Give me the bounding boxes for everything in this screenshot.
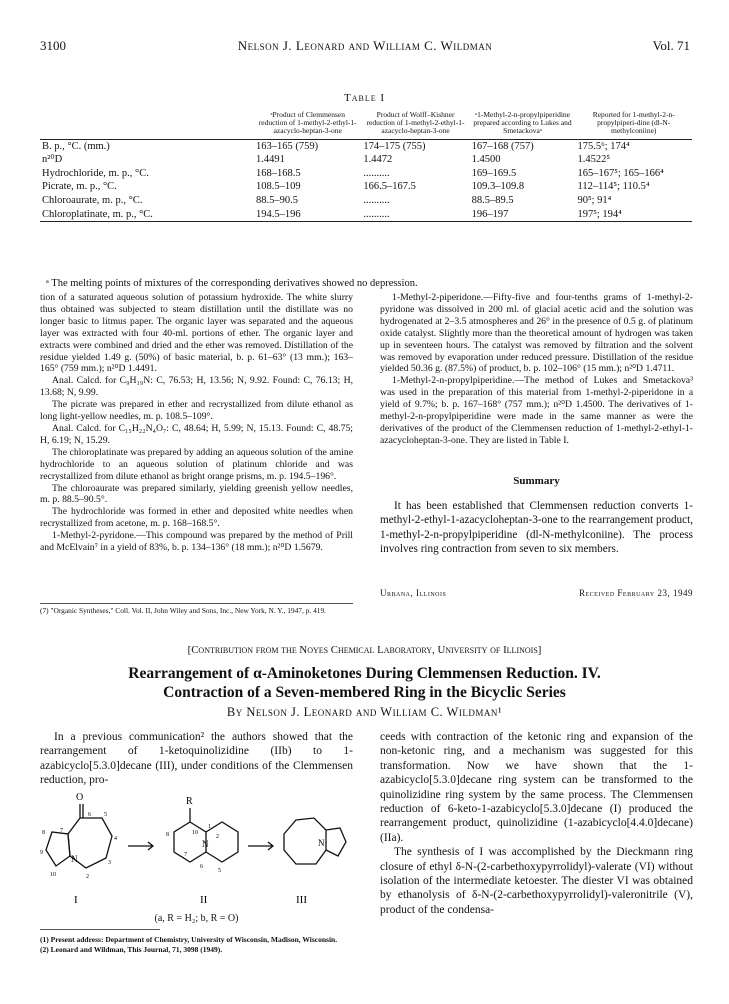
- carbonyl-oxygen-label: O: [76, 792, 84, 803]
- table-cell: 108.5–109: [256, 181, 301, 193]
- experimental-right-column: [380, 292, 693, 447]
- atom-number: 7: [184, 852, 187, 858]
- atom-number: 1: [208, 824, 211, 830]
- table-row: [40, 139, 692, 153]
- table-cell: Picrate, m. p., °C.: [42, 181, 117, 193]
- scheme-caption: (a, R = H₂; b, R = O): [154, 913, 239, 924]
- contribution-line: [Contribution from the Noyes Chemical Laboratory, University of Illinois]: [187, 644, 542, 656]
- table-cell: 166.5–167.5: [363, 181, 416, 193]
- table-header-row: [40, 111, 692, 139]
- article-right-column: [380, 730, 693, 917]
- article-left-column: [40, 730, 353, 788]
- paragraph: tion of a saturated aqueous solution of potassium hydroxide. The white slurry thus obtained was subjected to steam distillation until the distillate was no longer basic to litmus paper. The organic layer was separated and the aqueous layer was extracted with four 40-ml. portions of ether. The organic layer and extracts were combined and dried and the ether was removed. Distillation of the residue yielded 1.49 g. (50%) of basic material, b. p. 61–63° (13 mm.); 163–165° (759 mm.); n²⁰D 1.4491.: [40, 292, 353, 375]
- table-row: [40, 194, 692, 208]
- table-header-cell: Product of Wolff–Kishner reduction of 1-methyl-2-ethyl-1-azacyclo-heptan-3-one: [366, 110, 465, 136]
- paragraph: It has been established that Clemmensen reduction converts 1-methyl-2-ethyl-1-azacycloheptan-3-one to the rearrangement product, 1-methyl-2-n-propylpiperidine (dl-N-methylconiine). The process involves ring contraction from seven to six members.: [380, 500, 693, 556]
- table-cell: n²⁰D: [42, 154, 63, 166]
- footnote-divider: [40, 929, 160, 930]
- table-cell: B. p., °C. (mm.): [42, 140, 110, 152]
- table-cell: ..........: [363, 167, 390, 179]
- atom-number: 6: [200, 864, 203, 870]
- table-cell: 163–165 (759): [256, 140, 319, 152]
- table-cell: 165–167⁵; 165–166⁴: [577, 167, 664, 179]
- running-authors: Nelson J. Leonard and William C. Wildman: [237, 38, 493, 53]
- table-cell: 175.5⁶; 174⁴: [577, 140, 630, 152]
- atom-number: 7: [60, 828, 63, 834]
- table-cell: 169–169.5: [471, 167, 517, 179]
- paragraph: 1-Methyl-2-n-propylpiperidine.—The method of Lukes and Smetackova³ was used in the preparation of this material from 1-methyl-2-piperidone in a yield of 9.7%; b. p. 167–168° (757 mm.); n²⁰D 1.4500. The derivatives of 1-methyl-2-n-propylpiperidine were made in the same manner as were the derivatives of the product of the Clemmensen reduction of 1-methyl-2-ethyl-1-azacycloheptan-3-one. They are listed in Table I.: [380, 375, 693, 446]
- paragraph: Anal. Calcd. for C₉H₁₉N: C, 76.53; H, 13.56; N, 9.92. Found: C, 76.13; H, 13.68; N, 9.99.: [40, 375, 353, 399]
- footnote-7: (7) "Organic Syntheses," Coll. Vol. II, John Wiley and Sons, Inc., New York, N. Y., 1947, p. 419.: [40, 603, 353, 615]
- table-header-cell: ᵃProduct of Clemmensen reduction of 1-methyl-2-ethyl-1-azacyclo-heptan-3-one: [258, 110, 357, 136]
- table-cell: 88.5–90.5: [256, 194, 298, 206]
- table-row: [40, 208, 692, 222]
- paragraph: The picrate was prepared in ether and recrystallized from dilute ethanol as long light-yellow needles, m. p. 108.5–109°.: [40, 399, 353, 423]
- table-cell: 88.5–89.5: [471, 194, 514, 206]
- table-cell: 1.4522⁵: [577, 154, 610, 166]
- substituent-R-label: R: [186, 796, 193, 807]
- paragraph: The chloroplatinate was prepared by adding an aqueous solution of the amine hydrochloride to an aqueous solution of platinum chloride and was recrystallized from dilute ethanol as bright orange prisms, m. p. 194.5–196°.: [40, 446, 353, 482]
- title-line: Contraction of a Seven-membered Ring in the Bicyclic Series: [163, 684, 566, 701]
- structure-III: [284, 818, 346, 864]
- nitrogen-label: N: [71, 854, 78, 864]
- paragraph: 1-Methyl-2-pyridone.—This compound was prepared by the method of Prill and McElvain⁷ in a yield of 83%, b. p. 134–136° (18 mm.); n²⁰D 1.5679.: [40, 530, 353, 554]
- paragraph: 1-Methyl-2-piperidone.—Fifty-five and four-tenths grams of 1-methyl-2-pyridone was dissolved in 200 ml. of glacial acetic acid and the solution was hydrogenated at 2–3.5 atmospheres and 26° in the presence of 0.5 g. of platinum oxide catalyst. Slightly more than the theoretical amount of hydrogen was taken up in seventeen hours. The catalyst was removed by filtration and the solvent was removed by evaporation under reduced pressure. Distillation of the residue yielded 50.36 g. (87.5%) of product, b. p. 102–106° (15 mm.); n²⁰D 1.4711.: [380, 292, 693, 375]
- atom-number: 4: [114, 836, 117, 842]
- table-header-cell: Reported for 1-methyl-2-n-propylpiperi-dine (dl-N-methylconiine): [592, 110, 675, 136]
- reaction-arrow: [248, 842, 273, 850]
- table-row: [40, 153, 692, 167]
- atom-number: 3: [108, 860, 111, 866]
- table-row: [40, 180, 692, 194]
- paragraph: The chloroaurate was prepared similarly, yielding greenish yellow needles, m. p. 88.5–90.5°.: [40, 482, 353, 506]
- table-cell: Chloroplatinate, m. p., °C.: [42, 208, 153, 220]
- atom-number: 8: [166, 832, 169, 838]
- table-cell: 90⁵; 91⁴: [577, 194, 612, 206]
- footnotes: [40, 935, 353, 954]
- atom-number: 5: [104, 812, 107, 818]
- table-cell: 1.4491: [256, 154, 285, 166]
- place-label: Urbana, Illinois: [380, 588, 447, 598]
- footnote: (1) Present address: Department of Chemistry, University of Wisconsin, Madison, Wisconsin.: [40, 935, 338, 944]
- atom-number: 10: [50, 872, 56, 878]
- table-cell: 168–168.5: [256, 167, 301, 179]
- data-table: [40, 111, 692, 222]
- atom-number: 2: [86, 874, 89, 880]
- table-header-cell: ᵃ1-Methyl-2-n-propylpiperidine prepared according to Lukes and Smetackovaᵃ: [473, 110, 572, 136]
- article-title: [0, 664, 729, 702]
- compound-label-I: I: [74, 894, 78, 906]
- table-cell: 196–197: [471, 208, 509, 220]
- nitrogen-label: N: [202, 839, 209, 849]
- paragraph: The synthesis of I was accomplished by the Dieckmann ring closure of ethyl δ-N-(2-carbethoxypyrrolidyl)-valerate (VI) without isolation of the intermediate ketoester. The diester VI was obtained by ethanolysis of δ-N-(2-carbethoxypyrrolidyl)-valeronitrile (V), product of the condensa-: [380, 846, 693, 916]
- table-header-cell: [40, 111, 254, 139]
- affiliation-line: [380, 588, 693, 598]
- table-cell: Chloroaurate, m. p., °C.: [42, 194, 143, 206]
- footnote: (2) Leonard and Wildman, This Journal, 71, 3098 (1949).: [40, 944, 223, 954]
- atom-number: 5: [218, 868, 221, 874]
- table-cell: 1.4472: [363, 154, 393, 166]
- table-cell: 1.4500: [471, 154, 501, 166]
- table-cell: Hydrochloride, m. p., °C.: [42, 167, 149, 179]
- atom-number: 6: [88, 812, 91, 818]
- paragraph: The hydrochloride was formed in ether and deposited white needles when recrystallized from acetone, m. p. 168–168.5°.: [40, 506, 353, 530]
- volume-label: Vol. 71: [652, 38, 690, 53]
- structure-I: [46, 804, 112, 868]
- table-row: [40, 167, 692, 181]
- table-cell: 112–114⁵; 110.5⁴: [577, 181, 650, 193]
- reaction-arrow: [128, 842, 153, 850]
- experimental-left-column: [40, 292, 353, 554]
- summary-text: [380, 499, 693, 557]
- byline: By Nelson J. Leonard and William C. Wildman¹: [226, 705, 503, 719]
- atom-number: 2: [216, 834, 219, 840]
- reaction-scheme: [40, 790, 353, 910]
- compound-label-II: II: [200, 894, 208, 906]
- table-cell: 109.3–109.8: [471, 181, 525, 193]
- summary-heading: Summary: [513, 475, 560, 487]
- received-date: Received February 23, 1949: [578, 588, 693, 598]
- page-number: 3100: [40, 38, 66, 53]
- table-cell: 167–168 (757): [471, 140, 534, 152]
- compound-label-III: III: [296, 894, 307, 906]
- table-cell: 197⁵; 194⁴: [577, 208, 622, 220]
- nitrogen-label: N: [318, 838, 325, 848]
- paragraph: Anal. Calcd. for C₁₅H₂₂N₄O₇: C, 48.64; H, 5.99; N, 15.13. Found: C, 48.75; H, 6.19; N, 15.29.: [40, 422, 353, 446]
- paragraph: ceeds with contraction of the ketonic ring and expansion of the non-ketonic ring, and a mechanism was suggested for this transformation. Now we have shown that the 1-azabicyclo[5.3.0]decane ring system can be transformed to the quinolizidine ring system by the same process. The Clemmensen reduction of 6-keto-1-azabicyclo[5.3.0]decane (I) produced the rearrangement product, quinolizidine (1-azabicyclo[4.4.0]decane) (IIa).: [380, 731, 693, 844]
- atom-number: 10: [192, 830, 198, 836]
- table-caption: Table I: [343, 92, 386, 104]
- table-footnote: ᵃ The melting points of mixtures of the corresponding derivatives showed no depression.: [46, 278, 418, 289]
- paragraph: In a previous communication² the authors showed that the rearrangement of 1-ketoquinolizidine (IIb) to 1-azabicyclo[5.3.0]decane (III), under conditions of the Clemmensen reduction, pro-: [40, 731, 353, 787]
- atom-number: 9: [40, 850, 43, 856]
- table-cell: 194.5–196: [256, 208, 301, 220]
- table-cell: 174–175 (755): [363, 140, 426, 152]
- table-cell: ..........: [363, 194, 390, 206]
- title-line: Rearrangement of α-Aminoketones During Clemmensen Reduction. IV.: [128, 665, 601, 682]
- atom-number: 8: [42, 830, 45, 836]
- table-cell: ..........: [363, 208, 390, 220]
